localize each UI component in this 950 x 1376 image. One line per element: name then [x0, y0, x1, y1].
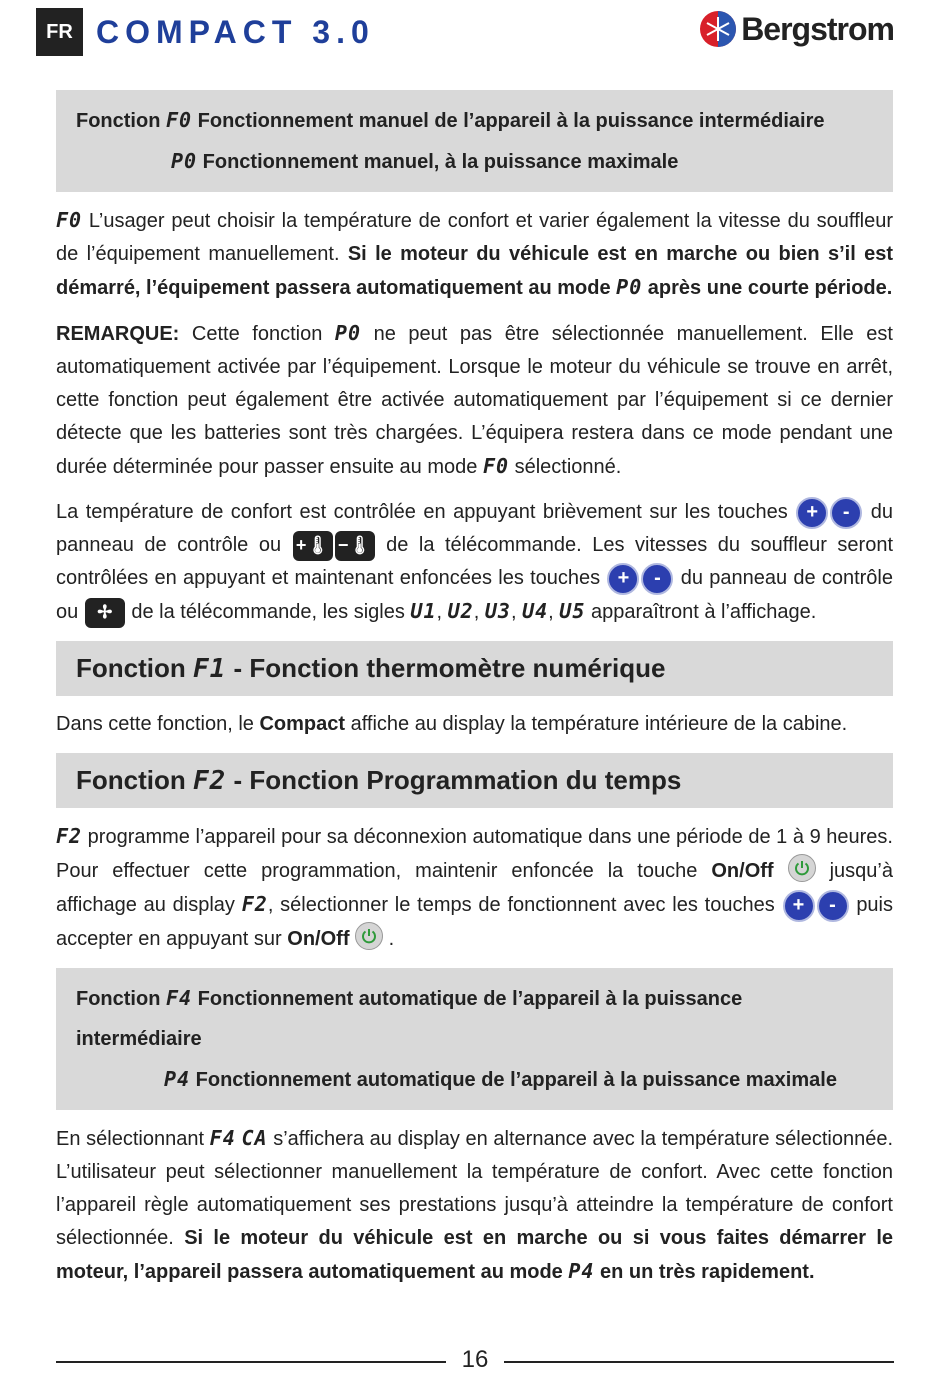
paragraph-controls: La température de confort est contrôlée en appuyant brièvement sur les touches + - du panneau de contrôle ou +🌡 −🌡 de la télécommande. Les vitesses du souffleur seront contrôlées en appuyant et maintenant enfoncées les touches + - du panneau de contrôle ou ✢ de la télécommande, les sigles U1, U2, U3, U4, U5 apparaîtront à l’affichage.	[56, 496, 893, 629]
paragraph-f2-description: F2 programme l’appareil pour sa déconnexion automatique dans une période de 1 à 9 heures. Pour effectuer cette programmation, maintenir enfoncée la touche On/Off jusqu’à affichage au display F2, sélectionner le temps de fonctionnent avec les touches + - puis accepter en appuyant sur On/Off .	[56, 824, 894, 950]
display-code: U3	[484, 599, 511, 623]
display-code: P0	[171, 149, 198, 173]
plus-button-icon: +	[796, 497, 828, 529]
minus-button-icon: -	[641, 563, 673, 595]
heading-line-p0: P0 Fonctionnement manuel, à la puissance maximale	[171, 149, 679, 173]
power-icon	[355, 922, 383, 950]
display-code: F0	[482, 454, 510, 478]
section-heading-f1: Fonction F1 - Fonction thermomètre numérique	[56, 641, 893, 696]
paragraph-f0-description: F0 L’usager peut choisir la température de confort et varier également la vitesse du souffleur de l’équipement manuellement. Si le moteur du véhicule est en marche ou bien s’il est démarré, l’équipement passera automatiquement au mode P0 après une courte période.	[56, 208, 893, 299]
minus-button-icon: -	[830, 497, 862, 529]
display-code: U2	[447, 599, 474, 623]
paragraph-f4-description: En sélectionnant F4 CA s’affichera au display en alternance avec la température sélectionnée. L’utilisateur peut sélectionner manuellement la température de confort. Avec cette fonction l’appareil règle automatiquement ses prestations jusqu’à atteindre la température de confort sélectionnée. Si le moteur du véhicule est en marche ou si vous faites démarrer le moteur, l’appareil passera automatiquement au mode P4 en un très rapidement.	[56, 1126, 894, 1283]
display-code: F4	[209, 1126, 236, 1150]
paragraph-remarque: REMARQUE: Cette fonction P0 ne peut pas être sélectionnée manuellement. Elle est automatiquement activée par l’équipement. Lorsque le moteur du véhicule se trouve en arrêt, cette fonction peut également être activée automatiquement par l’équipement si ce dernier détecte que les batteries sont très chargées. L’équipera restera dans ce mode pendant une durée déterminée pour passer ensuite au mode F0 sélectionné.	[56, 321, 893, 478]
display-code: F1	[193, 654, 227, 684]
power-icon	[788, 854, 816, 882]
document-title: COMPACT 3.0	[96, 14, 375, 50]
brand-name: Bergstrom	[741, 10, 894, 47]
minus-button-icon: -	[817, 890, 849, 922]
display-code: U1	[410, 599, 437, 623]
plus-button-icon: +	[783, 890, 815, 922]
section-heading-f2: Fonction F2 - Fonction Programmation du temps	[56, 753, 893, 808]
footer-rule-right	[504, 1361, 894, 1363]
page-header	[36, 8, 894, 56]
page-footer	[56, 1346, 894, 1376]
display-code: F4	[166, 986, 193, 1010]
heading-line-f0: Fonction F0 Fonctionnement manuel de l’appareil à la puissance intermédiaire	[76, 108, 825, 132]
brand-logo	[699, 10, 894, 48]
display-code: F2	[56, 824, 83, 848]
display-code: F2	[193, 766, 227, 796]
display-code: P4	[568, 1259, 595, 1283]
plus-button-icon: +	[607, 563, 639, 595]
display-code: P0	[334, 321, 362, 345]
language-badge: FR	[36, 8, 83, 56]
display-code: U5	[559, 599, 586, 623]
display-code: P4	[164, 1067, 191, 1091]
display-code: CA	[241, 1126, 268, 1150]
snowflake-sun-icon	[699, 10, 737, 48]
paragraph-f1-description: Dans cette fonction, le Compact affiche au display la température intérieure de la cabine.	[56, 713, 848, 735]
remote-minus-thermometer-icon: −🌡	[335, 531, 375, 561]
remote-plus-thermometer-icon: +🌡	[293, 531, 333, 561]
remote-fan-icon: ✢	[85, 598, 125, 628]
page-content	[56, 90, 893, 1301]
section-heading-f4-p4: Fonction F4 Fonctionnement automatique de l’appareil à la puissance intermédiaire P4 Fonctionnement automatique de l’appareil à la puissance maximale	[56, 968, 893, 1110]
footer-rule-left	[56, 1361, 446, 1363]
page-number: 16	[461, 1346, 489, 1373]
display-code: F0	[166, 108, 193, 132]
display-code: U4	[522, 599, 549, 623]
section-heading-f0-p0	[56, 90, 893, 192]
display-code: P0	[616, 275, 643, 299]
display-code: F0	[56, 208, 83, 232]
display-code: F2	[241, 892, 268, 916]
